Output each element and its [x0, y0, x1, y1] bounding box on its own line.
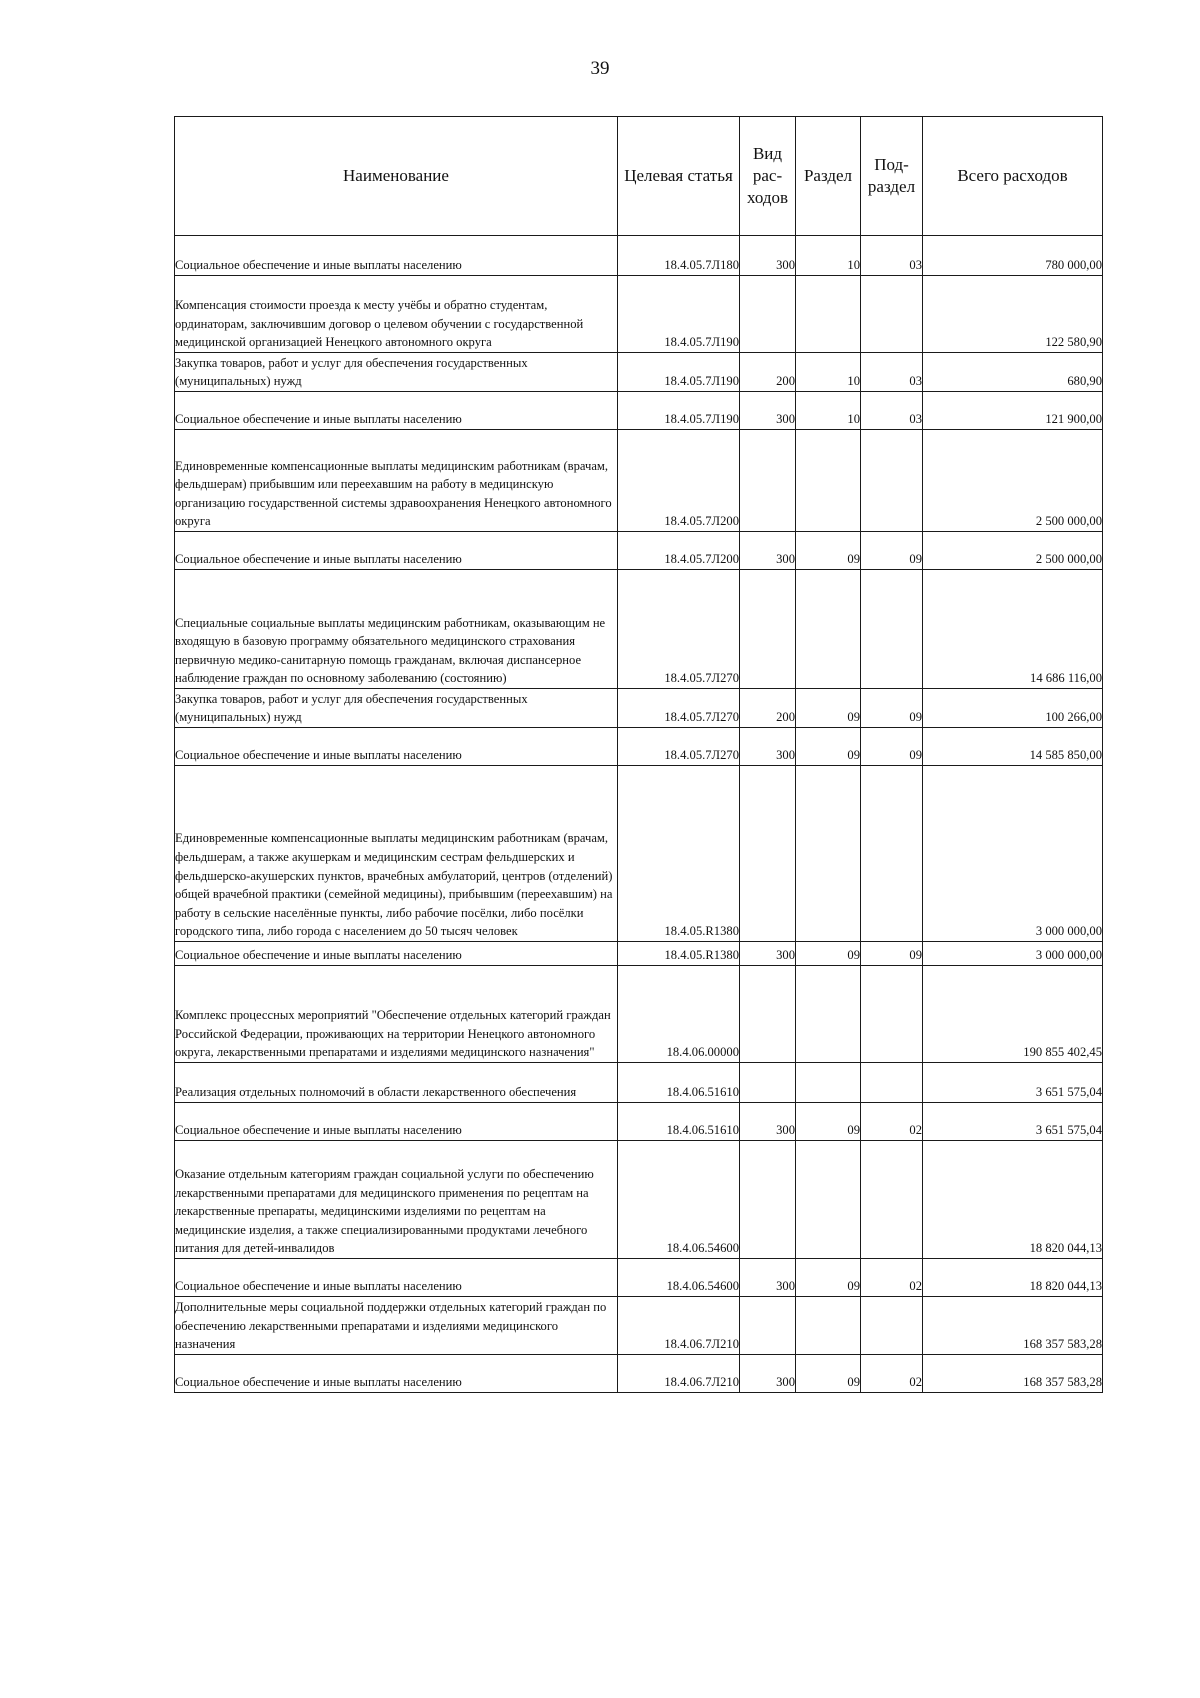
row-code: 18.4.05.7Л270 — [618, 689, 740, 728]
row-expense-type — [740, 1141, 796, 1259]
table-row — [175, 236, 1103, 276]
row-name: Закупка товаров, работ и услуг для обеспечения государственных (муниципальных) нужд — [175, 353, 618, 392]
budget-table — [174, 116, 1103, 1393]
row-total: 14 585 850,00 — [923, 728, 1103, 766]
row-expense-type — [740, 766, 796, 942]
row-code: 18.4.05.7Л180 — [618, 236, 740, 276]
row-total: 3 000 000,00 — [923, 766, 1103, 942]
row-expense-type: 200 — [740, 353, 796, 392]
row-name: Дополнительные меры социальной поддержки отдельных категорий граждан по обеспечению лекарственными препаратами и изделиями медицинского назначения — [175, 1297, 618, 1355]
row-name: Компенсация стоимости проезда к месту учёбы и обратно студентам, ординаторам, заключившим договор о целевом обучении с государственной медицинской организацией Ненецкого автономного округа — [175, 276, 618, 353]
table-row — [175, 430, 1103, 532]
row-name: Оказание отдельным категориям граждан социальной услуги по обеспечению лекарственными препаратами для медицинского применения по рецептам на лекарственные препараты, медицинскими изделиями по рецептам на медицинские изделия, а также специализированными продуктами лечебного питания для детей-инвалидов — [175, 1141, 618, 1259]
row-section: 10 — [796, 236, 861, 276]
row-subsection — [861, 276, 923, 353]
header-expense-type-line: рас- — [752, 166, 783, 185]
table-row — [175, 966, 1103, 1063]
table-row — [175, 1103, 1103, 1141]
row-total: 18 820 044,13 — [923, 1141, 1103, 1259]
row-name: Единовременные компенсационные выплаты медицинским работникам (врачам, фельдшерам) прибывшим или переехавшим на работу в медицинскую организацию государственной системы здравоохранения Ненецкого автономного округа — [175, 430, 618, 532]
row-expense-type — [740, 966, 796, 1063]
header-total: Всего расходов — [923, 117, 1103, 236]
row-expense-type: 300 — [740, 532, 796, 570]
row-total: 2 500 000,00 — [923, 430, 1103, 532]
row-section: 09 — [796, 532, 861, 570]
header-section: Раздел — [796, 117, 861, 236]
row-section: 10 — [796, 353, 861, 392]
header-expense-type-line: ходов — [746, 188, 789, 207]
row-section — [796, 276, 861, 353]
table-row — [175, 276, 1103, 353]
table-row — [175, 942, 1103, 966]
row-name: Социальное обеспечение и иные выплаты населению — [175, 1103, 618, 1141]
row-expense-type — [740, 1063, 796, 1103]
header-name: Наименование — [175, 117, 618, 236]
row-code: 18.4.06.54600 — [618, 1141, 740, 1259]
row-code: 18.4.05.R1380 — [618, 942, 740, 966]
row-subsection — [861, 1141, 923, 1259]
row-name: Социальное обеспечение и иные выплаты населению — [175, 942, 618, 966]
row-subsection — [861, 570, 923, 689]
table-row — [175, 1063, 1103, 1103]
row-section — [796, 1141, 861, 1259]
header-subsection-line: Под- — [874, 155, 909, 174]
row-section — [796, 966, 861, 1063]
header-subsection — [861, 117, 923, 236]
row-code: 18.4.05.7Л190 — [618, 276, 740, 353]
row-name: Комплекс процессных мероприятий "Обеспечение отдельных категорий граждан Российской Федерации, проживающих на территории Ненецкого автономного округа, лекарственными препаратами и изделиями медицинского назначения" — [175, 966, 618, 1063]
row-code: 18.4.06.7Л210 — [618, 1297, 740, 1355]
row-name: Социальное обеспечение и иные выплаты населению — [175, 1259, 618, 1297]
row-expense-type — [740, 570, 796, 689]
row-section: 09 — [796, 1259, 861, 1297]
row-total: 3 651 575,04 — [923, 1103, 1103, 1141]
row-expense-type: 300 — [740, 392, 796, 430]
row-subsection: 03 — [861, 236, 923, 276]
table-header-row — [175, 117, 1103, 236]
row-section: 09 — [796, 1355, 861, 1393]
row-subsection: 09 — [861, 689, 923, 728]
row-total: 2 500 000,00 — [923, 532, 1103, 570]
row-expense-type — [740, 276, 796, 353]
row-name: Социальное обеспечение и иные выплаты населению — [175, 1355, 618, 1393]
row-subsection — [861, 966, 923, 1063]
row-expense-type: 300 — [740, 942, 796, 966]
table-row — [175, 353, 1103, 392]
table-row — [175, 1297, 1103, 1355]
header-target-article: Целевая статья — [618, 117, 740, 236]
row-subsection — [861, 430, 923, 532]
row-expense-type: 300 — [740, 1355, 796, 1393]
row-subsection: 09 — [861, 728, 923, 766]
row-section — [796, 1297, 861, 1355]
row-name: Единовременные компенсационные выплаты медицинским работникам (врачам, фельдшерам, а также акушеркам и медицинским сестрам фельдшерских и фельдшерско-акушерских пунктов, врачебных амбулаторий, центров (отделений) общей врачебной практики (семейной медицины), прибывшим (переехавшим) на работу в сельские населённые пункты, либо рабочие посёлки, либо посёлки городского типа, либо города с населением до 50 тысяч человек — [175, 766, 618, 942]
row-subsection: 02 — [861, 1103, 923, 1141]
header-expense-type-line: Вид — [752, 144, 783, 163]
header-subsection-line: раздел — [867, 177, 916, 196]
row-expense-type: 300 — [740, 236, 796, 276]
row-subsection: 02 — [861, 1259, 923, 1297]
row-total: 190 855 402,45 — [923, 966, 1103, 1063]
row-code: 18.4.05.7Л200 — [618, 430, 740, 532]
row-section: 09 — [796, 728, 861, 766]
row-section — [796, 570, 861, 689]
row-code: 18.4.05.7Л190 — [618, 392, 740, 430]
row-total: 3 651 575,04 — [923, 1063, 1103, 1103]
row-total: 168 357 583,28 — [923, 1297, 1103, 1355]
row-subsection: 03 — [861, 392, 923, 430]
page-number: 39 — [590, 58, 610, 79]
row-subsection: 03 — [861, 353, 923, 392]
row-code: 18.4.06.00000 — [618, 966, 740, 1063]
table-row — [175, 1355, 1103, 1393]
row-total: 121 900,00 — [923, 392, 1103, 430]
table-row — [175, 532, 1103, 570]
row-section — [796, 766, 861, 942]
row-subsection — [861, 1297, 923, 1355]
row-code: 18.4.05.7Л270 — [618, 570, 740, 689]
row-total: 100 266,00 — [923, 689, 1103, 728]
row-name: Реализация отдельных полномочий в области лекарственного обеспечения — [175, 1063, 618, 1103]
row-expense-type: 200 — [740, 689, 796, 728]
row-total: 680,90 — [923, 353, 1103, 392]
row-subsection — [861, 766, 923, 942]
row-code: 18.4.06.7Л210 — [618, 1355, 740, 1393]
row-total: 780 000,00 — [923, 236, 1103, 276]
row-code: 18.4.05.R1380 — [618, 766, 740, 942]
table-row — [175, 689, 1103, 728]
table-row — [175, 1259, 1103, 1297]
row-code: 18.4.05.7Л200 — [618, 532, 740, 570]
row-expense-type: 300 — [740, 728, 796, 766]
row-total: 168 357 583,28 — [923, 1355, 1103, 1393]
row-name: Социальное обеспечение и иные выплаты населению — [175, 236, 618, 276]
table-row — [175, 570, 1103, 689]
row-expense-type: 300 — [740, 1259, 796, 1297]
row-expense-type — [740, 430, 796, 532]
row-code: 18.4.06.51610 — [618, 1103, 740, 1141]
table-row — [175, 392, 1103, 430]
row-code: 18.4.06.54600 — [618, 1259, 740, 1297]
row-expense-type: 300 — [740, 1103, 796, 1141]
row-section — [796, 1063, 861, 1103]
header-expense-type — [740, 117, 796, 236]
row-total: 122 580,90 — [923, 276, 1103, 353]
table-row — [175, 766, 1103, 942]
row-name: Социальное обеспечение и иные выплаты населению — [175, 532, 618, 570]
table-row — [175, 728, 1103, 766]
row-section: 10 — [796, 392, 861, 430]
row-expense-type — [740, 1297, 796, 1355]
row-code: 18.4.05.7Л270 — [618, 728, 740, 766]
row-subsection: 09 — [861, 942, 923, 966]
row-section: 09 — [796, 1103, 861, 1141]
row-section: 09 — [796, 942, 861, 966]
row-section: 09 — [796, 689, 861, 728]
row-total: 18 820 044,13 — [923, 1259, 1103, 1297]
row-subsection: 02 — [861, 1355, 923, 1393]
row-subsection: 09 — [861, 532, 923, 570]
table-row — [175, 1141, 1103, 1259]
row-code: 18.4.06.51610 — [618, 1063, 740, 1103]
row-code: 18.4.05.7Л190 — [618, 353, 740, 392]
row-total: 14 686 116,00 — [923, 570, 1103, 689]
row-name: Специальные социальные выплаты медицинским работникам, оказывающим не входящую в базовую программу обязательного медицинского страхования первичную медико-санитарную помощь гражданам, включая диспансерное наблюдение граждан по основному заболеванию (состоянию) — [175, 570, 618, 689]
row-total: 3 000 000,00 — [923, 942, 1103, 966]
row-name: Социальное обеспечение и иные выплаты населению — [175, 728, 618, 766]
row-name: Социальное обеспечение и иные выплаты населению — [175, 392, 618, 430]
row-name: Закупка товаров, работ и услуг для обеспечения государственных (муниципальных) нужд — [175, 689, 618, 728]
row-subsection — [861, 1063, 923, 1103]
row-section — [796, 430, 861, 532]
